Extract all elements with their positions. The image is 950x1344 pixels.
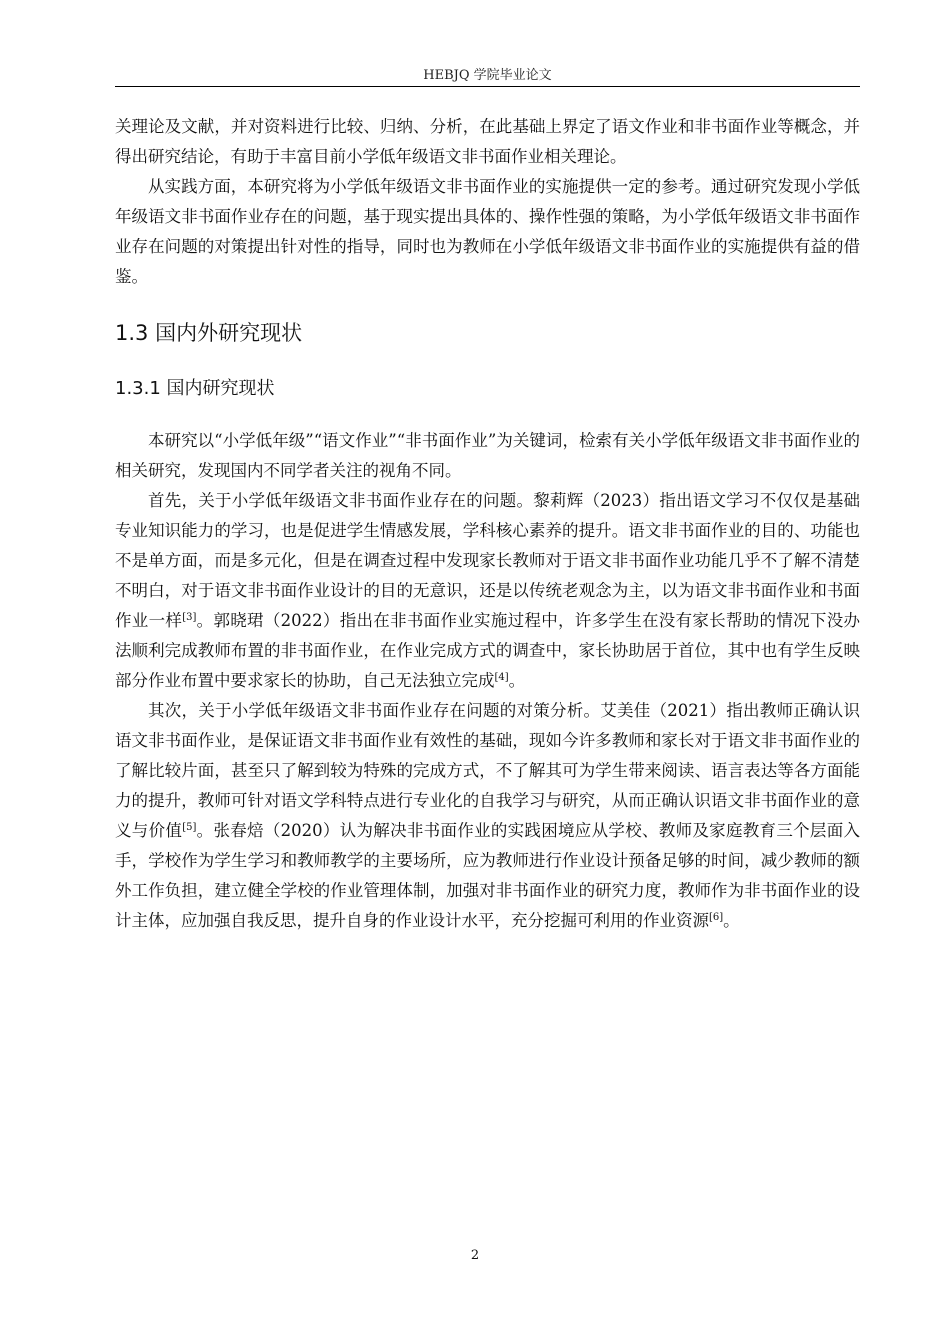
paragraph-second-part-c: 。 [723, 911, 740, 930]
paragraph-first-part-b: 。郭晓珺（2022）指出在非书面作业实施过程中，许多学生在没有家长帮助的情况下没办法顺利完成教师布置的非书面作业，在作业完成方式的调查中，家长协助居于首位，其中也有学生反映部分作业布置中要求家长的协助，自己无法独立完成 [115, 611, 861, 690]
paragraph-practice: 从实践方面，本研究将为小学低年级语文非书面作业的实施提供一定的参考。通过研究发现小学低年级语文非书面作业存在的问题，基于现实提出具体的、操作性强的策略，为小学低年级语文非书面作业存在问题的对策提出针对性的指导，同时也为教师在小学低年级语文非书面作业的实施提供有益的借鉴。 [115, 177, 860, 286]
page-number: 2 [470, 1248, 480, 1263]
running-header: HEBJQ 学院毕业论文 [423, 68, 552, 83]
paragraph-second-part-a: 其次，关于小学低年级语文非书面作业存在问题的对策分析。艾美佳（2021）指出教师正确认识语文非书面作业，是保证语文非书面作业有效性的基础，现如今许多教师和家长对于语文非书面作业的了解比较片面，甚至只了解到较为特殊的完成方式，不了解其可为学生带来阅读、语言表达等各方面能力的提升，教师可针对语文学科特点进行专业化的自我学习与研究，从而正确认识语文非书面作业的意义与价值 [115, 701, 860, 840]
citation-5: [5] [182, 822, 197, 833]
citation-3: [3] [182, 612, 197, 623]
paragraph-intro: 关理论及文献，并对资料进行比较、归纳、分析，在此基础上界定了语文作业和非书面作业等概念，并得出研究结论，有助于丰富目前小学低年级语文非书面作业相关理论。 [115, 117, 860, 166]
section-heading: 1.3 国内外研究现状 [115, 321, 303, 345]
citation-6: [6] [709, 912, 724, 923]
paragraph-keywords: 本研究以“小学低年级”“语文作业”“非书面作业”为关键词，检索有关小学低年级语文非书面作业的相关研究，发现国内不同学者关注的视角不同。 [115, 431, 860, 480]
paragraph-second-part-b: 。张春焙（2020）认为解决非书面作业的实践困境应从学校、教师及家庭教育三个层面入手，学校作为学生学习和教师教学的主要场所，应为教师进行作业设计预备足够的时间，减少教师的额外工作负担，建立健全学校的作业管理体制，加强对非书面作业的研究力度，教师作为非书面作业的设计主体，应加强自我反思，提升自身的作业设计水平，充分挖掘可利用的作业资源 [115, 821, 861, 930]
body-text [115, 112, 860, 936]
header-rule [115, 86, 860, 87]
citation-4: [4] [494, 672, 509, 683]
paragraph-second [115, 696, 860, 936]
paragraph-first [115, 486, 860, 696]
subsection-heading: 1.3.1 国内研究现状 [115, 378, 275, 399]
paragraph-first-part-c: 。 [508, 671, 526, 690]
paragraph-first-part-a: 首先，关于小学低年级语文非书面作业存在的问题。黎莉辉（2023）指出语文学习不仅仅是基础专业知识能力的学习，也是促进学生情感发展，学科核心素养的提升。语文非书面作业的目的、功能也不是单方面，而是多元化，但是在调查过程中发现家长教师对于语文非书面作业功能几乎不了解不清楚不明白，对于语文非书面作业设计的目的无意识，还是以传统老观念为主，以为语文非书面作业和书面作业一样 [115, 491, 860, 630]
